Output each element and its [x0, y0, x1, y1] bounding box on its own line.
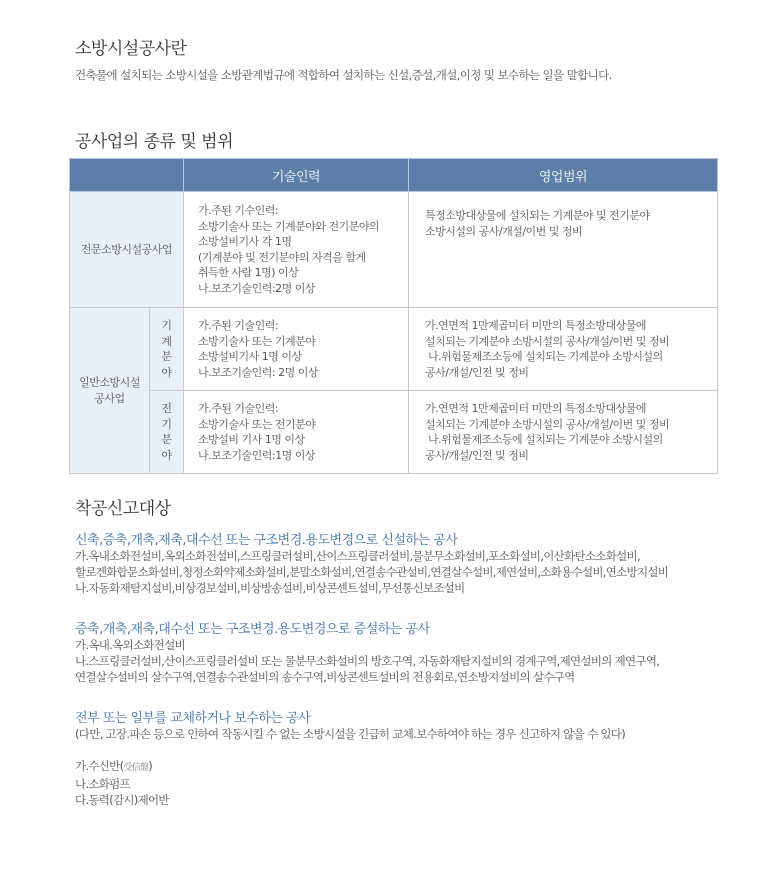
block-line: 가.옥내소화전설비,옥외소화전설비,스프링클러설비,산이스프링클러설비,물분무소화설비,포소화설비,이산화탄소소화설비,: [75, 549, 640, 563]
tech-line: 소방기술사 또는 기계분야: [198, 334, 316, 348]
item-text: ): [148, 759, 153, 773]
block-note: (다만, 고장.파손 등으로 인하여 작동시킬 수 없는 소방시설을 긴급히 교체.보수하여야 하는 경우 신고하지 않을 수 있다): [75, 727, 625, 741]
report-block-replacement: [75, 707, 625, 808]
block-line: [75, 758, 625, 776]
tech-line: 소방기술사 또는 전기분야: [198, 417, 316, 431]
block-line: 할로겐화합문소화설비,청정소화약제소화설비,분말소화설비,연결송수관설비,연결살수설비,제연설비,소화용수설비,연소방지설비: [75, 565, 669, 579]
sub-label-char: 분: [161, 433, 172, 446]
scope-cell: [409, 192, 718, 308]
sub-label-char: 기: [161, 417, 172, 431]
scope-cell: [409, 308, 718, 391]
block-line: 다.동력(감시)제어반: [75, 793, 169, 807]
scope-line: 가.연면적 1만제곱미터 미만의 특정소방대상물에: [425, 402, 647, 415]
table-row: [70, 308, 718, 391]
header-blank: [70, 159, 184, 192]
row-label-general: [70, 308, 150, 474]
item-text: 가.수신반(: [75, 759, 124, 773]
tech-line: 가.주된 기술인력:: [198, 402, 279, 415]
report-block-expansion: [75, 618, 659, 685]
block-heading: 신축,증축,개축,재축,대수선 또는 구조변경.용도변경으로 신설하는 공사: [75, 533, 458, 548]
sub-label-char: 기: [161, 319, 172, 332]
tech-line: 소방기술사 또는 기계분야와 전기분야의: [198, 219, 380, 233]
row-label-line: 일반소방시설: [79, 376, 140, 389]
row-label-line: 공사업: [94, 391, 125, 405]
row-label-professional: 전문소방시설공사업: [70, 192, 184, 308]
scope-line: 설치되는 기계분야 소방시설의 공사/개설/이번 및 정비: [425, 334, 670, 348]
scope-line: 공사/개설/인전 및 정비: [425, 365, 529, 379]
scope-line: 소방시설의 공사/개설/이번 및 정비: [425, 224, 583, 238]
scope-cell: [409, 391, 718, 474]
header-tech: 기술인력: [184, 159, 409, 192]
tech-line: 가.주된 기수인력:: [198, 204, 279, 217]
block-line: 나.자동화재탐지설비,비상경보설비,비상방송설비,비상콘센트설비,무선통신보조설비: [75, 581, 465, 595]
block-line: 나.소화펌프: [75, 777, 130, 791]
header-scope: 영업범위: [409, 159, 718, 192]
tech-line: 소방설비기사 각 1명: [198, 235, 292, 248]
definition-text: 건축물에 설치되는 소방시설을 소방관계법규에 적합하여 설치하는 신설,증설,개설,이정 및 보수하는 일을 말합니다.: [75, 68, 612, 82]
tech-line: 소방설비 기사 1명 이상: [198, 433, 305, 446]
section-title-definition: 소방시설공사란: [75, 39, 187, 59]
report-block-new: [75, 529, 668, 596]
sub-label-char: 전: [161, 402, 172, 415]
table-header-row: [70, 159, 718, 192]
sub-label-char: 계: [161, 334, 172, 348]
scope-line: 나.위험물제조소등에 설치되는 기계분야 소방시설의: [425, 433, 663, 446]
tech-line: (기계분야 및 전기분야의 자격을 함게: [198, 250, 366, 264]
block-line: 나.스프링클러설비,산이스프링클러설비 또는 물분무소화설비의 방호구역, 자동화재탐지설비의 경계구역,제연설비의 제연구역,: [75, 654, 660, 668]
table-row: [70, 192, 718, 308]
tech-cell: [184, 391, 409, 474]
tech-line: 취득한 사람 1명) 이상: [198, 266, 299, 279]
sub-label-char: 야: [161, 365, 172, 379]
block-line: 가.옥내.옥외소화전설비: [75, 638, 185, 652]
scope-line: 설치되는 기계분야 소방시설의 공사/개설/이번 및 정비: [425, 417, 670, 431]
sub-label-char: 분: [161, 350, 172, 363]
tech-line: 가.주된 기술인력:: [198, 319, 279, 332]
item-hanja: 受信盤: [123, 763, 149, 773]
block-line: 연결살수설비의 살수구역,연결송수관설비의 송수구역,비상콘센트설비의 전용회로,연소방지설비의 살수구역: [75, 670, 575, 684]
block-heading: 증축,개축,재축,대수선 또는 구조변경.용도변경으로 증설하는 공사: [75, 622, 430, 637]
table-row: [70, 391, 718, 474]
business-scope-table: [69, 158, 718, 474]
section-title-types: 공사업의 종류 및 범위: [75, 132, 234, 152]
tech-cell: [184, 192, 409, 308]
tech-line: 나.보조기술인력: 2명 이상: [198, 365, 318, 379]
sub-label-char: 야: [161, 448, 172, 462]
section-title-start-report: 착공신고대상: [75, 499, 171, 519]
scope-line: 나.위험물제조소등에 설치되는 기계분야 소방시설의: [425, 350, 663, 363]
tech-line: 나.보조기술인력:1명 이상: [198, 448, 315, 462]
scope-line: 가.연면적 1만제곱미터 미만의 특정소방대상물에: [425, 319, 647, 332]
tech-cell: [184, 308, 409, 391]
block-heading: 전부 또는 일부를 교체하거나 보수하는 공사: [75, 711, 311, 726]
sub-label-electrical: [150, 391, 184, 474]
sub-label-mechanical: [150, 308, 184, 391]
scope-line: 특정소방대상물에 설치되는 기계분야 및 전기분야: [425, 209, 650, 222]
tech-line: 소방설비기사 1명 이상: [198, 350, 302, 363]
scope-line: 공사/개설/인전 및 정비: [425, 448, 529, 462]
tech-line: 나.보조기술인력:2명 이상: [198, 281, 315, 295]
